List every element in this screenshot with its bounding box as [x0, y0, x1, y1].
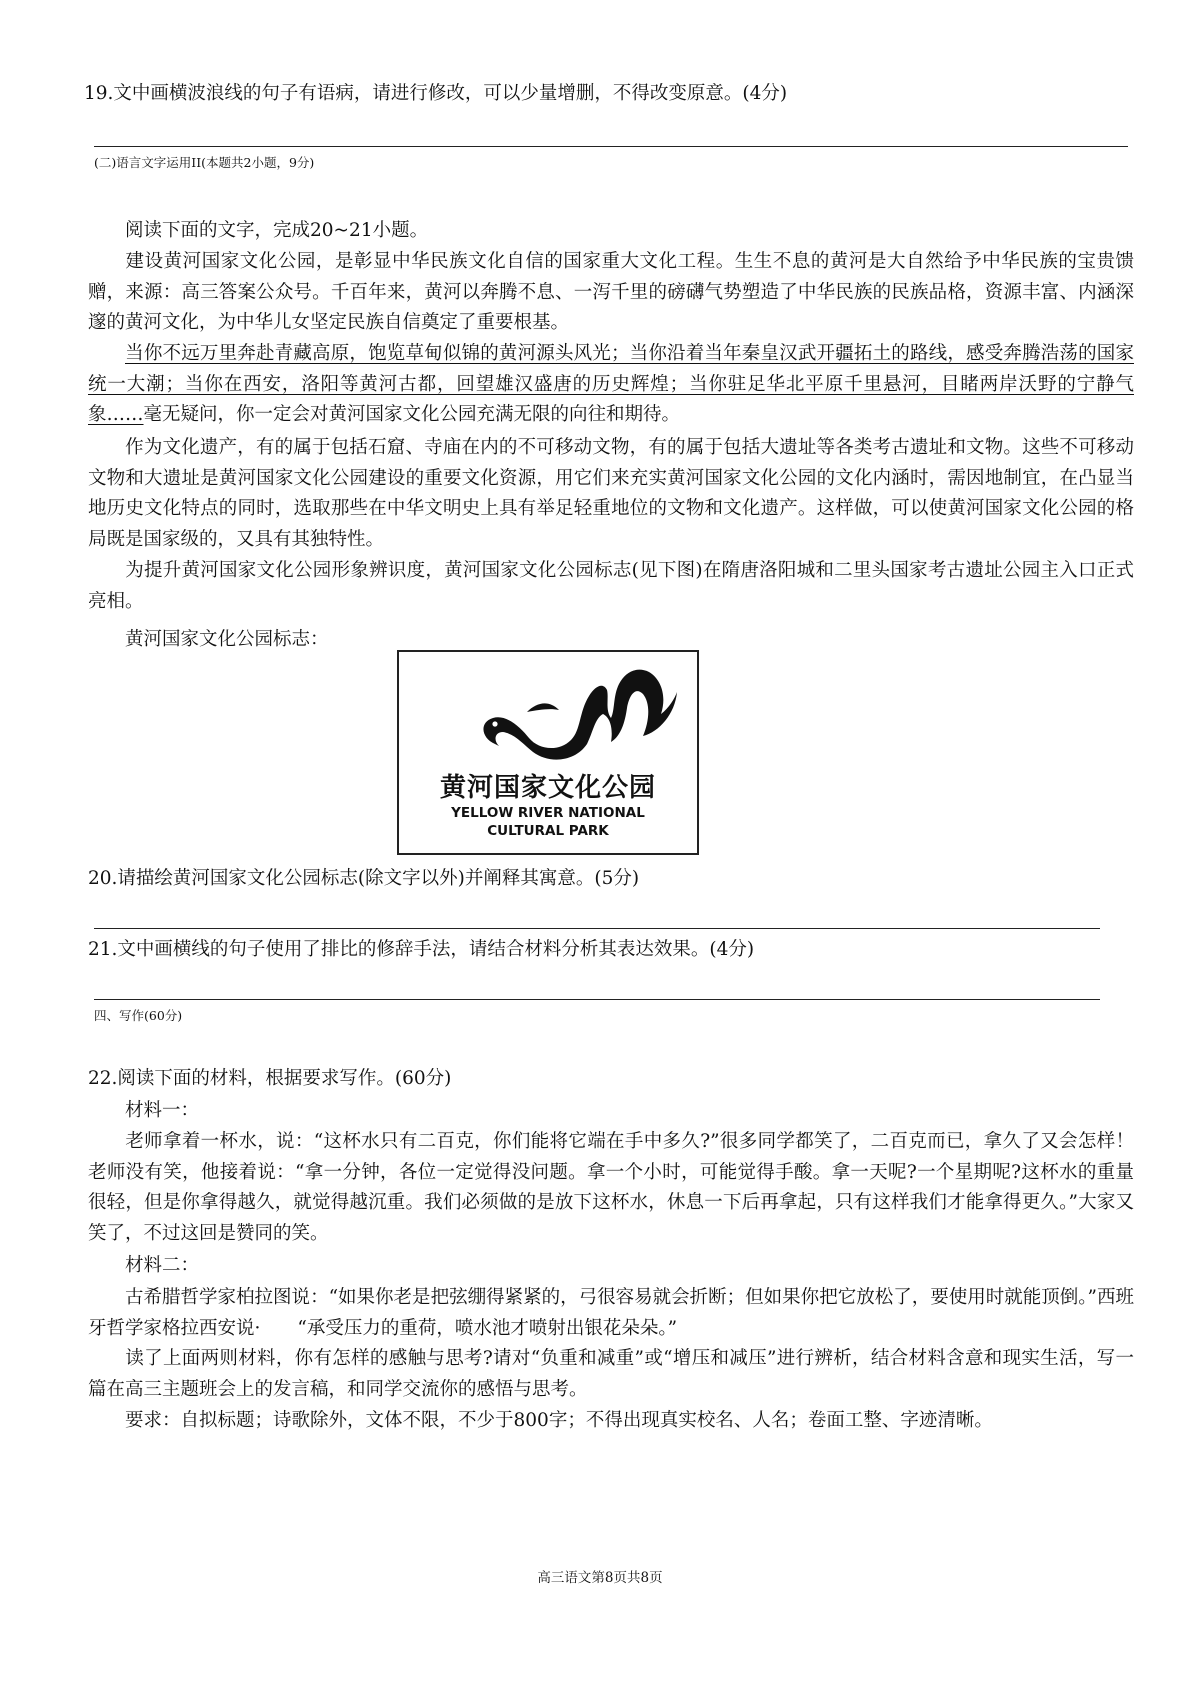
yellow-river-park-logo [397, 650, 699, 855]
page-footer: 高三语文第8页共8页 [537, 1570, 663, 1586]
paragraph-4 [88, 556, 1134, 617]
question-21: 21.文中画横线的句子使用了排比的修辞手法，请结合材料分析其表达效果。(4分) [88, 939, 755, 960]
paragraph-2-rest: 毫无疑问，你一定会对黄河国家文化公园充满无限的向往和期待。 [143, 404, 681, 425]
material-2-label-text: 材料二： [125, 1255, 200, 1276]
material-1 [88, 1127, 1134, 1249]
material-1-label [88, 1096, 1134, 1127]
material-2-label [88, 1251, 1134, 1282]
material-1-text: 老师拿着一杯水，说：“这杯水只有二百克，你们能将它端在手中多久?”很多同学都笑了，二百克而已，拿久了又会怎样！老师没有笑，他接着说：“拿一分钟，各位一定觉得没问题。拿一个小时，可能觉得手酸。拿一天呢?一个星期呢?这杯水的重量很轻，但是你拿得越久，就觉得越沉重。我们必须做的是放下这杯水，休息一下后再拿起，只有这样我们才能拿得更久。”大家又笑了，不过这回是赞同的笑。 [88, 1131, 1134, 1244]
logo-caption-text: 黄河国家文化公园标志： [125, 629, 329, 650]
paragraph-3-text: 作为文化遗产，有的属于包括石窟、寺庙在内的不可移动文物，有的属于包括大遗址等各类考古遗址和文物。这些不可移动文物和大遗址是黄河国家文化公园建设的重要文化资源，用它们来充实黄河国家文化公园的文化内涵时，需因地制宜，在凸显当地历史文化特点的同时，选取那些在中华文明史上具有举足轻重地位的文物和文化遗产。这样做，可以使黄河国家文化公园的格局既是国家级的，又具有其独特性。 [88, 437, 1134, 550]
material-1-label-text: 材料一： [125, 1100, 200, 1121]
river-dragon-icon [399, 652, 696, 764]
paragraph-4-text: 为提升黄河国家文化公园形象辨识度，黄河国家文化公园标志(见下图)在隋唐洛阳城和二里头国家考古遗址公园主入口正式亮相。 [88, 560, 1134, 612]
question-22: 22.阅读下面的材料，根据要求写作。(60分) [88, 1068, 452, 1089]
writing-task-text: 读了上面两则材料，你有怎样的感触与思考?请对“负重和减重”或“增压和减压”进行辨析，结合材料含意和现实生活，写一篇在高三主题班会上的发言稿，和同学交流你的感悟与思考。 [88, 1348, 1134, 1400]
answer-line-20 [94, 928, 1100, 929]
logo-chinese-name: 黄河国家文化公园 [439, 773, 656, 803]
section-heading-language-2: (二)语言文字运用II(本题共2小题，9分) [94, 155, 315, 170]
underlined-parallelism-sentence: 当你不远万里奔赴青藏高原，饱览草甸似锦的黄河源头风光；当你沿着当年秦皇汉武开疆拓土的路线，感受奔腾浩荡的国家统一大潮；当你在西安，洛阳等黄河古都，回望雄汉盛唐的历史辉煌；当你驻足华北平原千里悬河，目睹两岸沃野的宁静气象…… [88, 343, 1134, 425]
question-20: 20.请描绘黄河国家文化公园标志(除文字以外)并阐释其寓意。(5分) [88, 868, 640, 889]
question-19: 19.文中画横波浪线的句子有语病，请进行修改，可以少量增删，不得改变原意。(4分) [84, 83, 788, 104]
answer-line-19 [94, 146, 1128, 147]
logo-english-line-2: CULTURAL PARK [487, 823, 609, 839]
material-2 [88, 1283, 1134, 1344]
answer-line-21 [94, 999, 1100, 1000]
section-heading-writing: 四、写作(60分) [94, 1008, 183, 1023]
paragraph-3 [88, 433, 1134, 555]
paragraph-2 [88, 339, 1134, 431]
writing-requirements-text: 要求：自拟标题；诗歌除外，文体不限，不少于800字；不得出现真实校名、人名；卷面工整、字迹清晰。 [125, 1410, 993, 1431]
writing-requirements [88, 1406, 1134, 1437]
paragraph-1-text: 建设黄河国家文化公园，是彰显中华民族文化自信的国家重大文化工程。生生不息的黄河是大自然给予中华民族的宝贵馈赠，来源：高三答案公众号。千百年来，黄河以奔腾不息、一泻千里的磅礴气势塑造了中华民族的民族品格，资源丰富、内涵深邃的黄河文化，为中华儿女坚定民族自信奠定了重要根基。 [88, 251, 1134, 333]
writing-task [88, 1344, 1134, 1405]
reading-intro-text: 阅读下面的文字，完成20~21小题。 [125, 220, 429, 241]
paragraph-1 [88, 247, 1134, 339]
reading-intro [88, 216, 1134, 247]
logo-english-line-1: YELLOW RIVER NATIONAL [451, 805, 645, 821]
material-2-text: 古希腊哲学家柏拉图说：“如果你老是把弦绷得紧紧的，弓很容易就会折断；但如果你把它放松了，要使用时就能顶倒。”西班牙哲学家格拉西安说· “承受压力的重荷，喷水池才喷射出银花朵朵。” [88, 1287, 1134, 1339]
